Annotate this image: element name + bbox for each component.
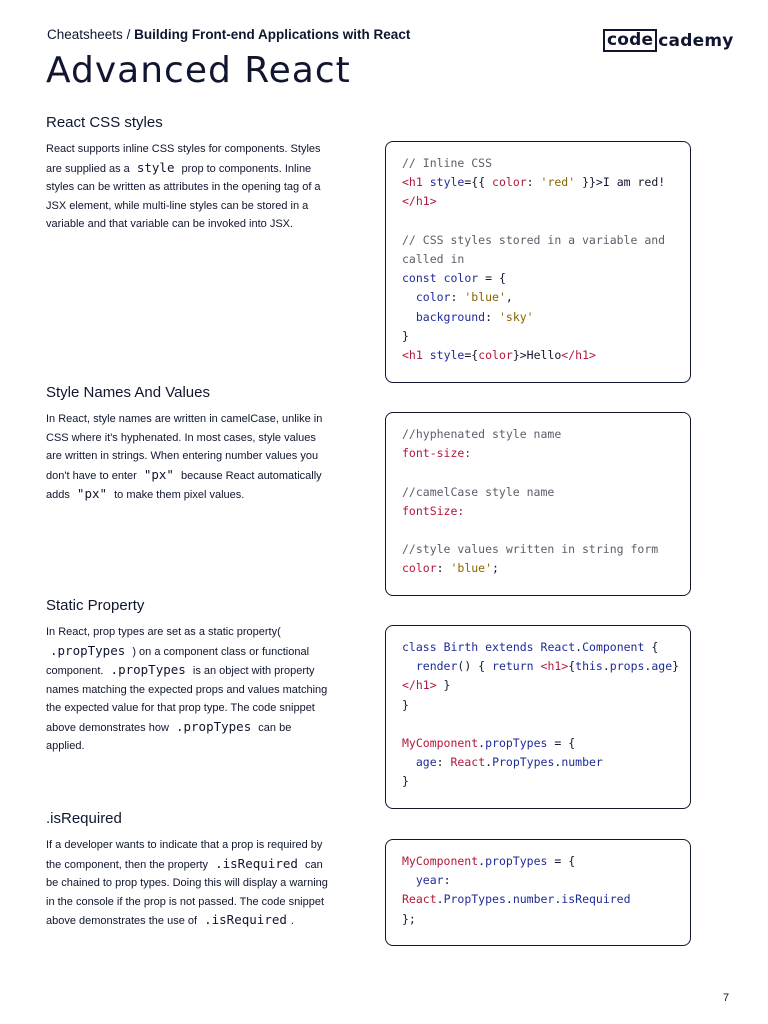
section-description: If a developer wants to indicate that a prop is required by the component, then the property .isRequired can be chained to prop types. Doing this will display a warning in the console if the prop is not passed. The code snippet above demonstrates the use of .isRequired . (46, 839, 328, 927)
codecademy-logo[interactable] (603, 29, 734, 52)
breadcrumb-separator: / (122, 27, 135, 42)
code-line: //style values written in string form (402, 542, 659, 557)
code-snippet: class Birth extends React.Component { render() { return <h1>{this.props.age} </h1> } } MyComponent.propTypes = { age: React.PropTypes.number } (385, 625, 691, 809)
code-line: // Inline CSS (402, 156, 493, 170)
logo-rest-text: cademy (658, 30, 734, 51)
code-line: fontSize: (402, 503, 465, 518)
section-description: In React, prop types are set as a static property( .propTypes ) on a component class or functional component. .propTypes is an object with property names matching the expected props and values matching the expected value for that prop type. The code snippet above demonstrates how .propTypes can be applied. (46, 626, 328, 752)
section-heading: React CSS styles (46, 114, 163, 131)
inline-code: .isRequired (204, 912, 287, 927)
inline-code: .propTypes (50, 642, 126, 658)
code-line: font-size: (402, 446, 472, 461)
inline-code: "px" (143, 466, 174, 482)
section-description: In React, style names are written in camelCase, unlike in CSS where it's hyphenated. In most cases, style values are written in strings. When entering number values you don't have to enter "px" because React automatically adds "px" to make them pixel values. (46, 413, 323, 501)
code-line: //hyphenated style name (402, 427, 562, 441)
section-heading: Static Property (46, 597, 145, 614)
inline-code: .isRequired (215, 855, 298, 871)
breadcrumb-current[interactable]: Building Front-end Applications with React (134, 27, 411, 42)
code-line: //camelCase style name (402, 484, 555, 499)
code-snippet: MyComponent.propTypes = { year: React.PropTypes.number.isRequired }; (385, 839, 691, 946)
page-number: 7 (723, 992, 730, 1004)
code-line: called in (402, 252, 465, 267)
inline-code: style (136, 159, 175, 175)
inline-code: .propTypes (110, 662, 186, 677)
code-snippet: //hyphenated style name font-size: //camelCase style name fontSize: //style values written in string form color: 'blue'; (385, 412, 691, 596)
inline-code: "px" (76, 486, 108, 501)
code-snippet: // Inline CSS <h1 style={{ color: 'red' }}>I am red! </h1> // CSS styles stored in a variable and called in const color = { color: 'blue', background: 'sky' } <h1 style={color}>Hello</h1> (385, 141, 691, 383)
section-heading: Style Names And Values (46, 384, 210, 401)
code-line: // CSS styles stored in a variable and (402, 232, 666, 247)
section-description: React supports inline CSS styles for components. Styles are supplied as a style prop to components. Inline styles can be written as attributes in the opening tag of a JSX element, while multi-line styles can be stored in a variable and that variable can be invoked into JSX. (46, 143, 321, 230)
page-title: Advanced React (46, 50, 351, 91)
breadcrumb (47, 27, 410, 42)
section-heading: .isRequired (46, 810, 122, 827)
breadcrumb-root[interactable]: Cheatsheets (47, 27, 123, 42)
logo-boxed-text: code (603, 29, 657, 52)
inline-code: .propTypes (175, 718, 252, 734)
